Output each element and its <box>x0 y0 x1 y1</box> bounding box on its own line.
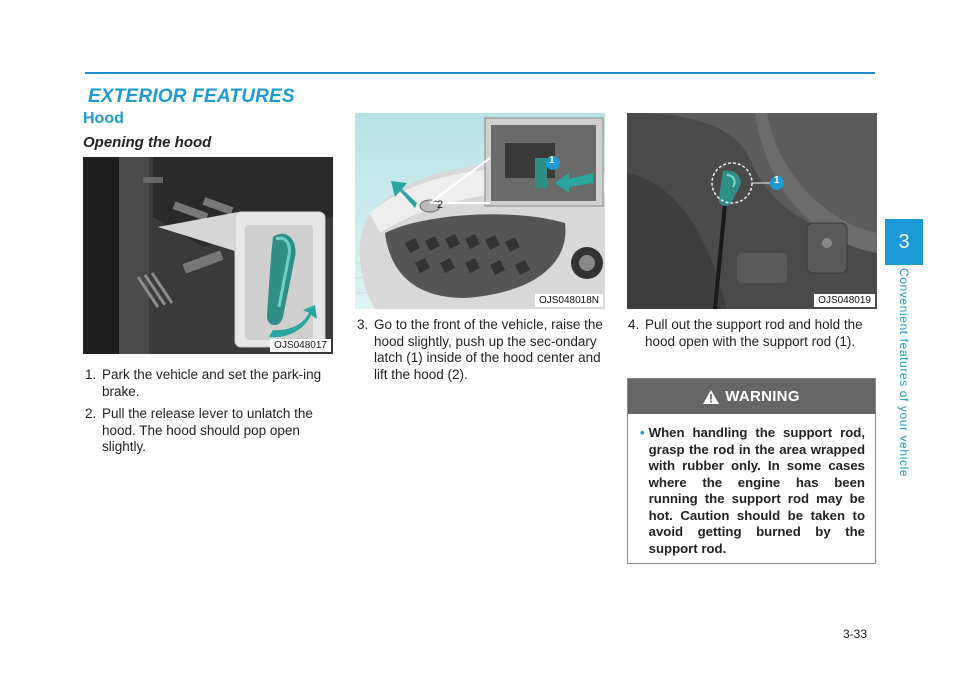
figure-front-vehicle <box>355 113 605 309</box>
figure-code: OJS048019 <box>814 294 875 307</box>
callout-2: 2 <box>437 199 444 211</box>
step-item <box>357 317 605 383</box>
figure-code: OJS048017 <box>270 339 331 352</box>
chapter-title-vertical <box>898 268 912 496</box>
warning-triangle-icon <box>703 390 719 404</box>
step-number: 3. <box>357 317 369 332</box>
section-title: EXTERIOR FEATURES <box>88 86 295 107</box>
steps-column-3 <box>628 317 876 356</box>
step-number: 2. <box>85 406 97 421</box>
steps-column-1 <box>85 367 331 462</box>
page-number: 3-33 <box>843 627 868 641</box>
step-text: Park the vehicle and set the park-ing brake. <box>102 367 322 399</box>
step-item <box>628 317 876 350</box>
warning-header <box>628 379 875 414</box>
step-text: Pull out the support rod and hold the hood open with the support rod (1). <box>645 317 863 349</box>
step-item <box>85 367 331 400</box>
top-rule <box>85 72 875 74</box>
figure-code: OJS048018N <box>535 294 603 307</box>
warning-body <box>628 414 875 557</box>
warning-text: When handling the support rod, grasp the rod in the area wrapped with rubber only. In some cases where the engine has been running the support rod may be hot. Caution should be taken to avoid getting burned by the support rod. <box>648 425 865 556</box>
chapter-tab: 3 <box>885 219 923 265</box>
subsection-title: Hood <box>83 110 124 127</box>
sub-subsection-title: Opening the hood <box>83 134 212 151</box>
step-text: Pull the release lever to unlatch the hood. The hood should pop open slightly. <box>102 406 313 454</box>
warning-bullet: • <box>640 425 645 440</box>
figure-support-rod <box>627 113 877 309</box>
steps-column-2 <box>357 317 605 389</box>
figure-release-lever <box>83 157 333 354</box>
warning-box <box>627 378 876 564</box>
step-item <box>85 406 331 456</box>
callout-1: 1 <box>549 155 555 166</box>
chapter-title: Convenient features of your vehicle <box>897 268 911 478</box>
step-number: 1. <box>85 367 97 382</box>
step-number: 4. <box>628 317 640 332</box>
callout-1: 1 <box>774 175 780 186</box>
step-text: Go to the front of the vehicle, raise the hood slightly, push up the sec-ondary latch (1) inside of the hood center and lift the hood (2). <box>374 317 603 382</box>
warning-label: WARNING <box>725 388 800 405</box>
